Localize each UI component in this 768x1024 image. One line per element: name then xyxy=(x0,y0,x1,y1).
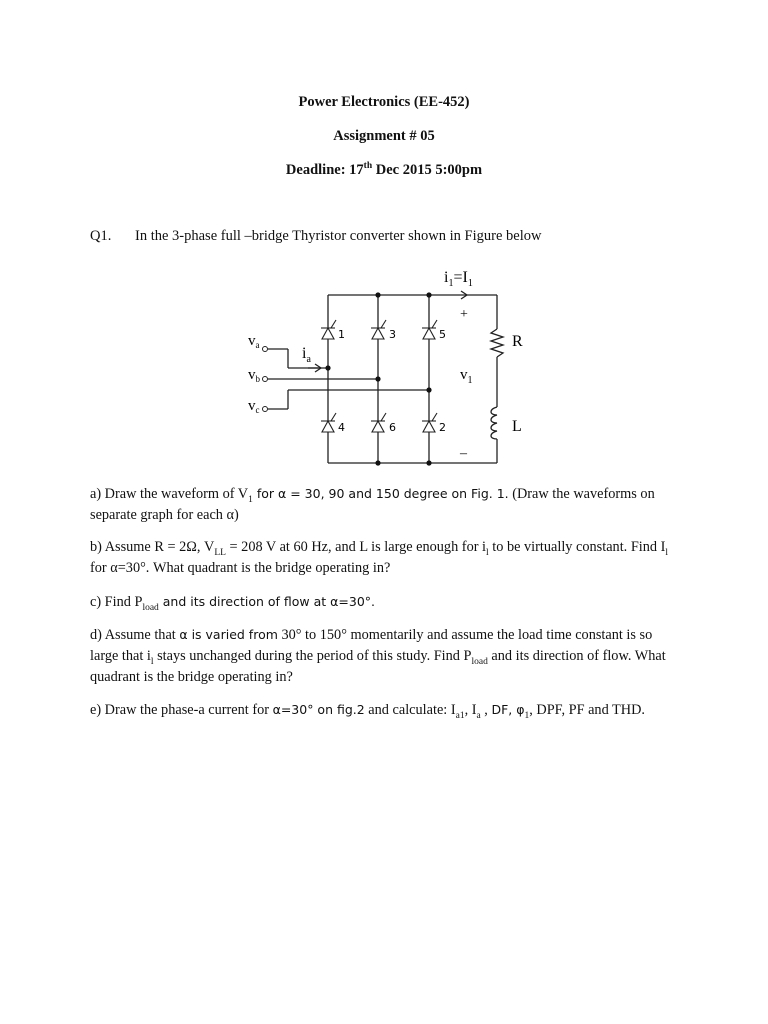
label-va: $v_a$ xyxy=(248,333,260,350)
part-c: c) Find $P_{load}$ and its direction of flow at α=30°. xyxy=(90,594,375,613)
part-b: b) Assume R = 2Ω, $V_{LL} = 208$ V at 60 Hz, and L is large enough for $i_l$ to be virtually constant. Find $I_l$ for α=30°. What quadrant is the bridge operating in? xyxy=(90,539,669,576)
label-thyristor-1: 1 xyxy=(338,328,345,341)
label-inductor: L xyxy=(512,418,522,435)
label-load-current: $i_1=I_1$ xyxy=(444,269,473,289)
question-text: In the 3-phase full –bridge Thyristor converter shown in Figure below xyxy=(135,228,542,244)
assignment-number: Assignment # 05 xyxy=(333,128,435,144)
label-ia: $i_a$ xyxy=(302,345,311,365)
label-plus: + xyxy=(460,307,468,322)
label-output-voltage: $v_1$ xyxy=(460,367,473,386)
part-a: a) Draw the waveform of $V_1$ for α = 30, 90 and 150 degree on Fig. 1. (Draw the waveforms on separate graph for each α) xyxy=(90,486,655,523)
label-vb: $v_b$ xyxy=(248,367,260,384)
label-thyristor-6: 6 xyxy=(389,421,396,434)
part-d: d) Assume that α is varied from 30° to 150° momentarily and assume the load time constant is so large that $i_l$ stays unchanged during the period of this study. Find $P_{load}$ and its direction of flow. What quadrant is the bridge operating in? xyxy=(90,627,666,685)
thyristor-bridge-diagram xyxy=(240,262,523,470)
label-minus: – xyxy=(460,446,467,461)
deadline-suffix: Dec 2015 5:00pm xyxy=(372,162,483,178)
label-thyristor-2: 2 xyxy=(439,421,446,434)
part-e: e) Draw the phase-a current for α=30° on fig.2 and calculate: $I_{a1}$, $I_a$ , DF, $\varphi_1$, DPF, PF and THD. xyxy=(90,702,646,721)
label-thyristor-4: 4 xyxy=(338,421,345,434)
course-title: Power Electronics (EE-452) xyxy=(298,94,470,110)
deadline xyxy=(0,162,768,179)
deadline-prefix: Deadline: 17 xyxy=(285,162,364,178)
question-number: Q1. xyxy=(90,228,112,244)
label-thyristor-3: 3 xyxy=(389,328,396,341)
label-resistor: R xyxy=(512,333,523,350)
label-thyristor-5: 5 xyxy=(439,328,446,341)
label-vc: $v_c$ xyxy=(248,398,260,415)
deadline-ordinal: th xyxy=(363,161,373,172)
